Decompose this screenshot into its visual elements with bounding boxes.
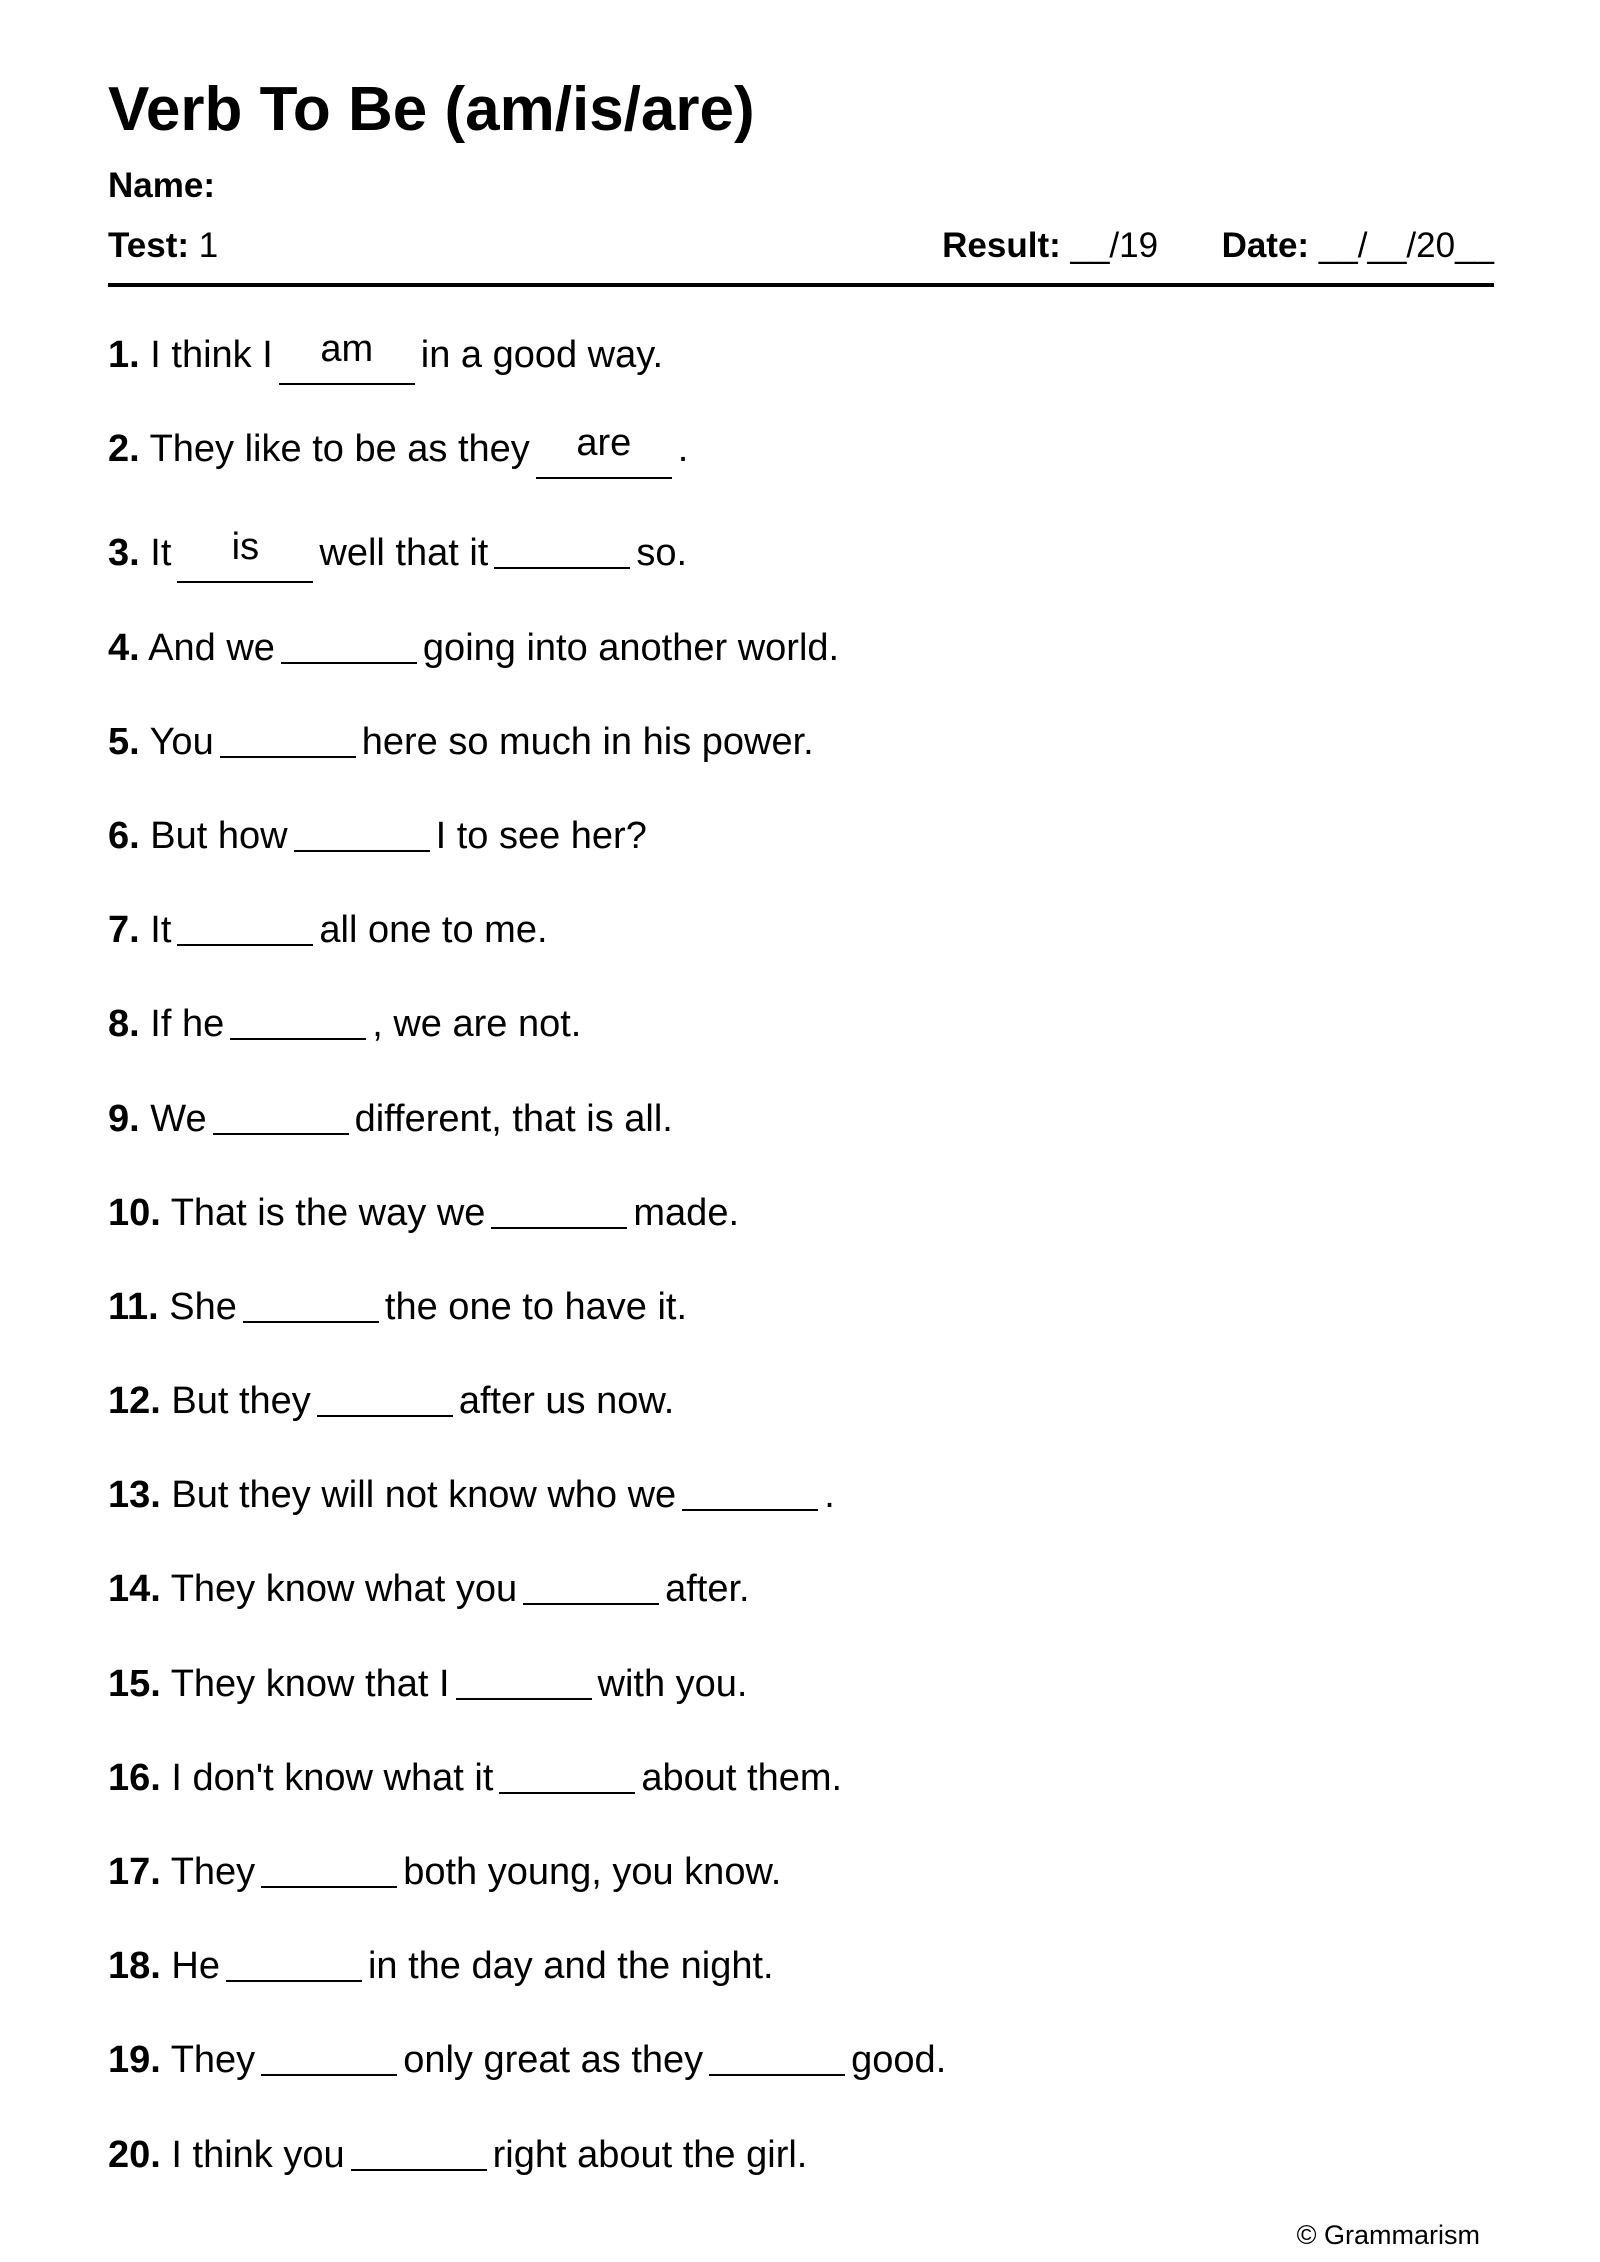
- question-item: [108, 327, 1494, 421]
- question-text: It: [150, 909, 172, 952]
- question-text: in the day and the night.: [367, 1945, 774, 1988]
- question-number: 14.: [108, 1568, 161, 1611]
- question-number: 5.: [108, 720, 140, 763]
- page-title: Verb To Be (am/is/are): [108, 75, 755, 144]
- question-text: But they will not know who we: [171, 1474, 677, 1517]
- answer-text: is: [231, 526, 260, 569]
- answer-blank[interactable]: [177, 526, 313, 583]
- question-item: [108, 798, 1494, 892]
- question-number: 18.: [108, 1945, 161, 1988]
- answer-blank[interactable]: [317, 1367, 453, 1417]
- question-text: But they: [171, 1380, 311, 1423]
- question-number: 2.: [108, 428, 140, 471]
- question-item: [108, 704, 1494, 798]
- question-text: with you.: [597, 1662, 748, 1705]
- question-number: 11.: [108, 1285, 159, 1328]
- question-text: .: [677, 428, 689, 471]
- question-text: all one to me.: [319, 909, 548, 952]
- date-value: __/__/20__: [1318, 226, 1494, 265]
- question-item: [108, 986, 1494, 1080]
- answer-blank[interactable]: [456, 1650, 592, 1700]
- answer-blank[interactable]: [261, 2026, 397, 2076]
- answer-blank[interactable]: [499, 1744, 635, 1794]
- question-text: You: [149, 720, 214, 763]
- question-text: I think I: [150, 334, 273, 376]
- question-text: right about the girl.: [492, 2133, 808, 2176]
- answer-blank[interactable]: [709, 2026, 845, 2076]
- question-number: 3.: [108, 532, 140, 575]
- question-number: 7.: [108, 909, 140, 952]
- question-number: 4.: [108, 626, 140, 669]
- answer-blank[interactable]: [230, 990, 366, 1040]
- question-text: about them.: [641, 1756, 843, 1799]
- answer-blank[interactable]: [294, 802, 430, 852]
- question-text: different, that is all.: [354, 1097, 673, 1140]
- question-item: [108, 1740, 1494, 1834]
- question-text: He: [171, 1945, 220, 1988]
- question-text: If he: [150, 1003, 225, 1046]
- question-text: They: [170, 1851, 256, 1893]
- question-text: only great as they: [403, 2039, 704, 2082]
- question-text: I to see her?: [435, 814, 647, 857]
- question-text: They know that I: [170, 1662, 450, 1705]
- question-text: after.: [665, 1568, 750, 1611]
- question-text: She: [169, 1285, 237, 1328]
- question-text: going into another world.: [422, 626, 840, 669]
- question-item: [108, 1269, 1494, 1363]
- test-label: Test:: [108, 226, 190, 265]
- question-text: so.: [636, 532, 688, 575]
- question-text: , we are not.: [372, 1003, 582, 1046]
- copyright-footer: © Grammarism: [1296, 2220, 1480, 2250]
- question-number: 12.: [108, 1380, 161, 1423]
- question-number: 10.: [108, 1191, 161, 1234]
- result-label: Result:: [942, 226, 1061, 265]
- question-number: 1.: [108, 334, 140, 376]
- answer-blank[interactable]: [491, 1179, 627, 1229]
- answer-blank[interactable]: [279, 328, 415, 385]
- question-number: 13.: [108, 1474, 161, 1517]
- answer-blank[interactable]: [494, 519, 630, 569]
- question-text: And we: [148, 626, 275, 669]
- question-item: [108, 2117, 1494, 2211]
- question-item: [108, 1646, 1494, 1740]
- question-item: [108, 1457, 1494, 1551]
- question-text: the one to have it.: [384, 1285, 688, 1328]
- question-item: [108, 1834, 1494, 1928]
- question-item: [108, 2022, 1494, 2116]
- question-text: I think you: [171, 2133, 345, 2176]
- question-number: 20.: [108, 2133, 161, 2176]
- question-text: It: [150, 532, 172, 575]
- question-text: They: [170, 2039, 256, 2082]
- answer-blank[interactable]: [213, 1085, 349, 1135]
- answer-blank[interactable]: [281, 614, 417, 664]
- answer-text: am: [320, 328, 374, 370]
- question-item: [108, 1551, 1494, 1645]
- question-text: after us now.: [458, 1380, 675, 1423]
- question-item: [108, 1928, 1494, 2022]
- answer-blank[interactable]: [351, 2121, 487, 2171]
- header-divider: [108, 283, 1494, 287]
- question-text: .: [824, 1474, 835, 1517]
- question-number: 8.: [108, 1003, 140, 1046]
- question-text: I don't know what it: [171, 1756, 494, 1799]
- question-text: made.: [633, 1191, 740, 1234]
- answer-blank[interactable]: [536, 422, 672, 479]
- question-text: That is the way we: [170, 1191, 486, 1234]
- question-text: good.: [851, 2039, 947, 2082]
- question-item: [108, 1175, 1494, 1269]
- answer-blank[interactable]: [243, 1273, 379, 1323]
- worksheet-page: [108, 0, 1494, 2262]
- test-field: [108, 224, 218, 268]
- question-text: in a good way.: [420, 334, 663, 376]
- question-number: 16.: [108, 1756, 161, 1799]
- question-text: They know what you: [170, 1568, 518, 1611]
- question-number: 17.: [108, 1851, 161, 1893]
- question-number: 15.: [108, 1662, 161, 1705]
- answer-blank[interactable]: [261, 1838, 397, 1888]
- question-number: 19.: [108, 2039, 161, 2082]
- question-text: We: [150, 1097, 207, 1140]
- question-text: They like to be as they: [149, 428, 530, 471]
- question-item: [108, 610, 1494, 704]
- result-date-fields: [942, 224, 1494, 268]
- question-item: [108, 421, 1494, 515]
- name-field: [108, 164, 215, 208]
- question-text: But how: [150, 814, 288, 857]
- question-item: [108, 892, 1494, 986]
- answer-blank[interactable]: [177, 896, 313, 946]
- answer-blank[interactable]: [226, 1932, 362, 1982]
- result-value: __/19: [1070, 226, 1159, 265]
- question-text: both young, you know.: [403, 1851, 782, 1893]
- question-item: [108, 1081, 1494, 1175]
- question-text: here so much in his power.: [361, 720, 814, 763]
- question-text: well that it: [319, 532, 489, 575]
- answer-blank[interactable]: [682, 1461, 818, 1511]
- answer-text: are: [576, 422, 632, 465]
- question-number: 6.: [108, 814, 140, 857]
- question-number: 9.: [108, 1097, 140, 1140]
- test-value: 1: [198, 226, 219, 265]
- name-label: Name:: [108, 166, 215, 205]
- question-item: [108, 515, 1494, 609]
- question-list: [108, 327, 1494, 2211]
- answer-blank[interactable]: [523, 1555, 659, 1605]
- answer-blank[interactable]: [220, 708, 356, 758]
- question-item: [108, 1363, 1494, 1457]
- date-label: Date:: [1221, 226, 1310, 265]
